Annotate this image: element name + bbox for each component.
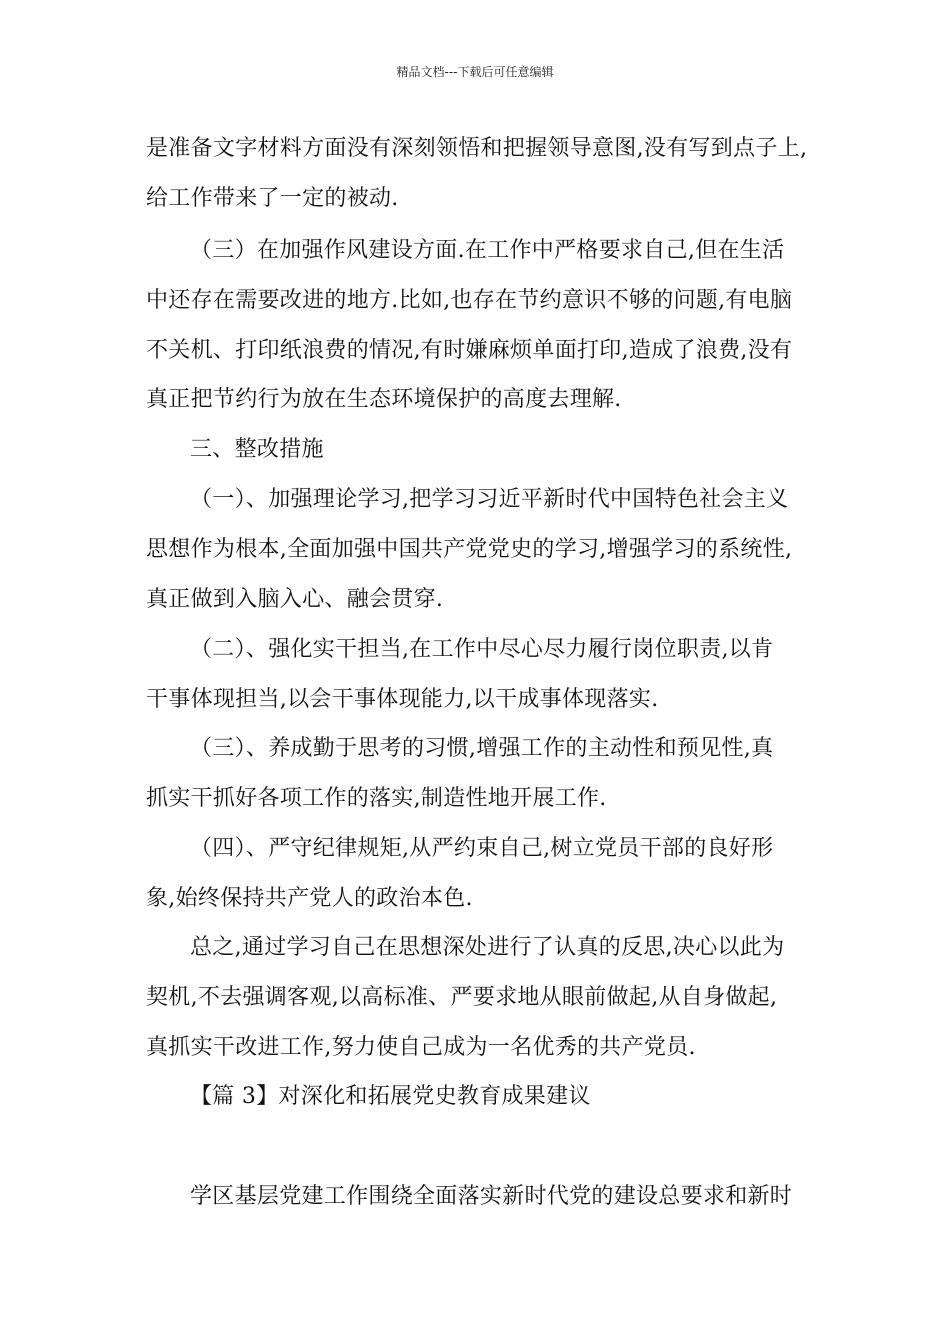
body-line: 真抓实干改进工作,努力使自己成为一名优秀的共产党员.: [146, 1035, 696, 1060]
body-line: （二）、强化实干担当,在工作中尽心尽力履行岗位职责,以肯: [190, 637, 774, 662]
body-line: 是准备文字材料方面没有深刻领悟和把握领导意图,没有写到点子上,: [146, 136, 808, 161]
body-line: 总之,通过学习自己在思想深处进行了认真的反思,决心以此为: [190, 935, 785, 960]
section-heading: 三、整改措施: [190, 437, 324, 462]
body-line: 干事体现担当,以会干事体现能力,以干成事体现落实.: [146, 687, 659, 712]
body-line: 不关机、打印纸浪费的情况,有时嫌麻烦单面打印,造成了浪费,没有: [146, 338, 793, 363]
body-line: （一）、加强理论学习,把学习习近平新时代中国特色社会主义: [190, 487, 789, 512]
article-title: 【篇 3】对深化和拓展党史教育成果建议: [190, 1084, 591, 1109]
body-line: 给工作带来了一定的被动.: [146, 186, 399, 211]
body-line: （三）在加强作风建设方面.在工作中严格要求自己,但在生活: [190, 238, 785, 263]
body-line: （四）、严守纪律规矩,从严约束自己,树立党员干部的良好形: [190, 836, 774, 861]
body-line: 真正把节约行为放在生态环境保护的高度去理解.: [146, 387, 622, 412]
body-line: 中还存在需要改进的地方.比如,也存在节约意识不够的问题,有电脑: [146, 288, 793, 313]
page-header: 精品文档---下载后可任意编辑: [396, 65, 554, 79]
body-line: 思想作为根本,全面加强中国共产党党史的学习,增强学习的系统性,: [146, 537, 793, 562]
body-line: 象,始终保持共产党人的政治本色.: [146, 886, 473, 911]
body-line: 契机,不去强调客观,以高标准、严要求地从眼前做起,从自身做起,: [146, 985, 778, 1010]
body-line: （三）、养成勤于思考的习惯,增强工作的主动性和预见性,真: [190, 736, 774, 761]
body-line: 学区基层党建工作围绕全面落实新时代党的建设总要求和新时: [190, 1184, 793, 1209]
body-line: 抓实干抓好各项工作的落实,制造性地开展工作.: [146, 786, 607, 811]
body-line: 真正做到入脑入心、融会贯穿.: [146, 587, 444, 612]
